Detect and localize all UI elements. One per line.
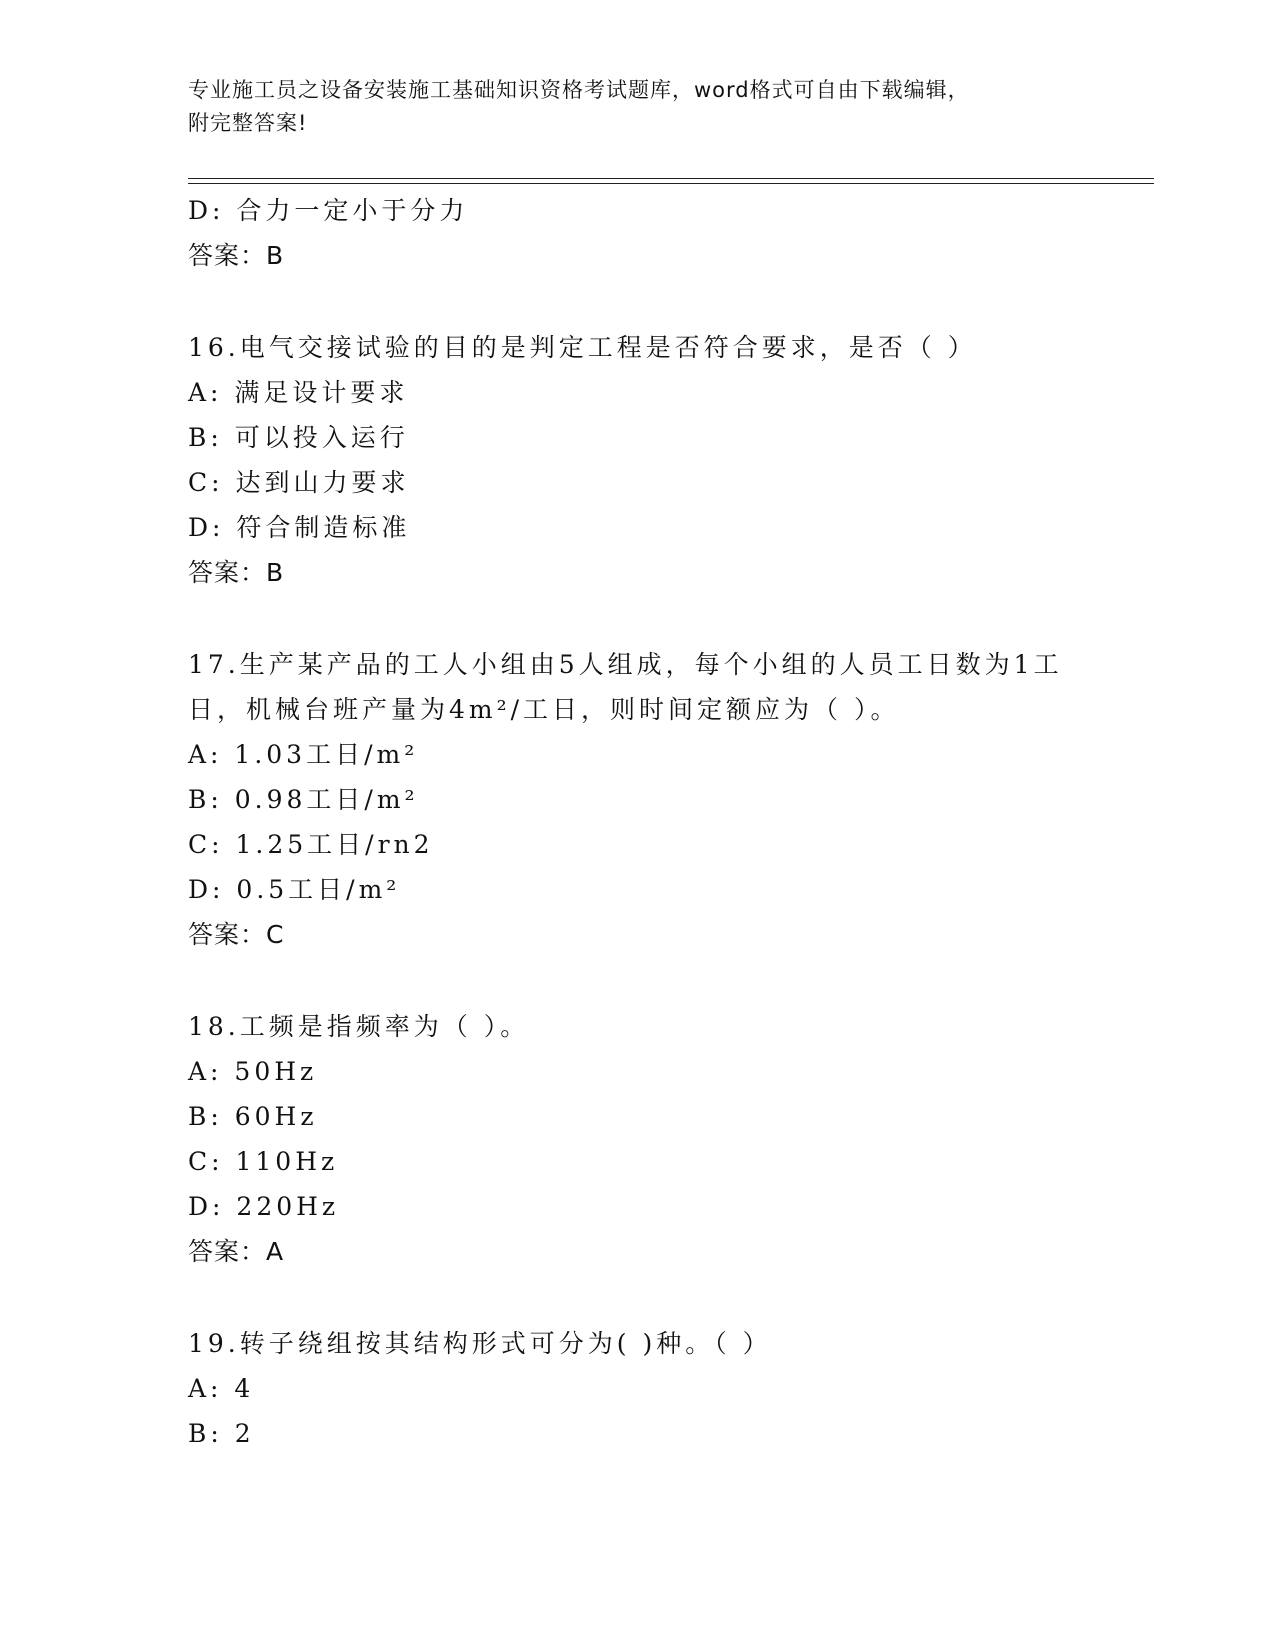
question-stem-line-1: 17.生产某产品的工人小组由5人组成，每个小组的人员工日数为1工 — [188, 650, 1063, 679]
option-c: C: 1.25工日/rn2 — [188, 830, 434, 859]
header-rule-bottom — [188, 183, 1154, 184]
answer-label: 答案：C — [188, 920, 285, 949]
option-d: D: 0.5工日/m² — [188, 875, 401, 904]
question-15-tail — [188, 188, 1088, 278]
option-a: A: 1.03工日/m² — [188, 740, 419, 769]
option-a: A: 50Hz — [188, 1057, 318, 1086]
question-list — [188, 188, 1088, 1456]
question-stem-line-2: 日，机械台班产量为4m²/工日，则时间定额应为（ ）。 — [188, 695, 900, 724]
option-b: B: 2 — [188, 1419, 255, 1448]
header-rule-top — [188, 178, 1154, 179]
option-c: C: 110Hz — [188, 1147, 339, 1176]
spacer — [188, 957, 1088, 1004]
answer-label: 答案：B — [188, 558, 285, 587]
question-17 — [188, 642, 1088, 957]
question-stem: 18.工频是指频率为（ ）。 — [188, 1012, 530, 1041]
option-b: B: 60Hz — [188, 1102, 318, 1131]
question-stem: 19.转子绕组按其结构形式可分为( )种。（ ） — [188, 1329, 772, 1358]
answer-label: 答案：A — [188, 1237, 285, 1266]
spacer — [188, 595, 1088, 642]
question-stem: 16.电气交接试验的目的是判定工程是否符合要求，是否（ ） — [188, 333, 977, 362]
question-18 — [188, 1004, 1088, 1274]
option-d: D: 符合制造标准 — [188, 513, 411, 542]
option-c: C: 达到山力要求 — [188, 468, 410, 497]
option-b: B: 可以投入运行 — [188, 423, 409, 452]
option-d: D: 合力一定小于分力 — [188, 196, 469, 225]
option-a: A: 4 — [188, 1374, 255, 1403]
question-19 — [188, 1321, 1088, 1456]
option-b: B: 0.98工日/m² — [188, 785, 419, 814]
answer-label: 答案：B — [188, 241, 285, 270]
option-a: A: 满足设计要求 — [188, 378, 409, 407]
question-16 — [188, 325, 1088, 595]
spacer — [188, 278, 1088, 325]
header-line-2: 附完整答案! — [188, 111, 308, 135]
header-line-1: 专业施工员之设备安装施工基础知识资格考试题库，word格式可自由下载编辑， — [188, 78, 970, 102]
option-d: D: 220Hz — [188, 1192, 340, 1221]
document-header — [188, 74, 1088, 140]
spacer — [188, 1274, 1088, 1321]
